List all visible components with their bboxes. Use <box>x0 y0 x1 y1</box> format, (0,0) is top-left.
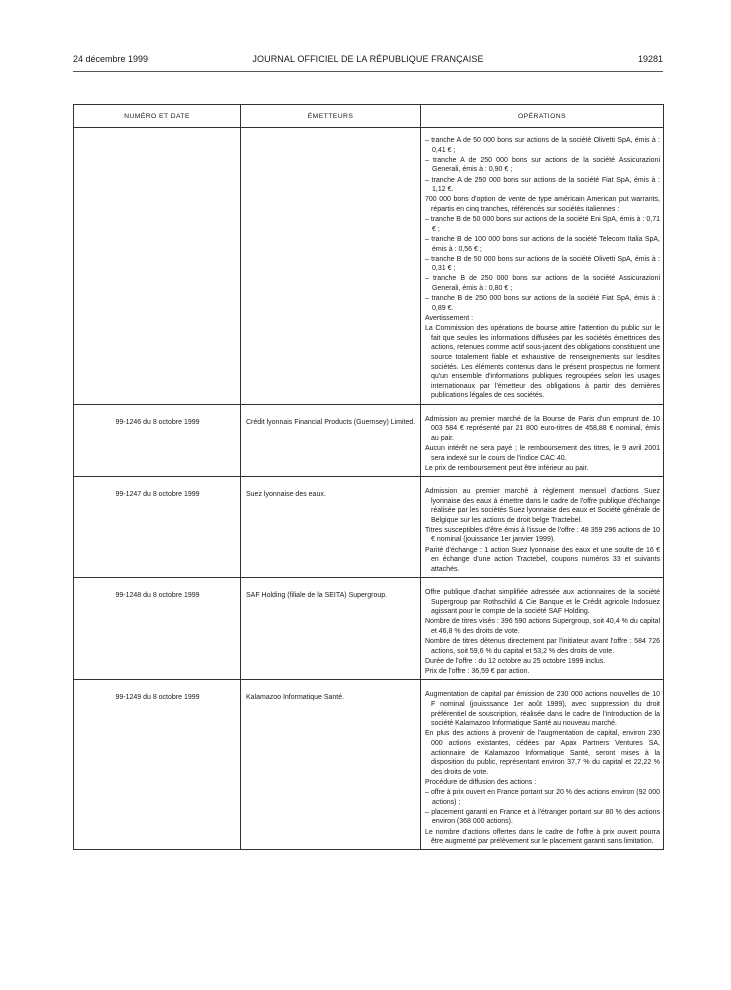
operation-paragraph: Procédure de diffusion des actions : <box>425 778 537 786</box>
operations-cell <box>421 404 664 476</box>
issuer-cell: SAF Holding (filiale de la SEITA) Supergroup. <box>241 578 421 680</box>
table-header-row <box>74 105 664 128</box>
operation-paragraph: Prix de l'offre : 36,59 € par action. <box>425 668 530 676</box>
registration-number-cell: 99-1248 du 8 octobre 1999 <box>74 578 241 680</box>
operation-paragraph: En plus des actions à provenir de l'augmentation de capital, environ 230 000 actions existantes, cédées par Apax Partners Ventures SA, actionnaire de Kalamazoo Informatique Santé, seront mises à la disposition du public, représentant environ 37,7 % du capital et 22,22 % des droits de vote. <box>425 730 660 776</box>
issuer-cell: Crédit lyonnais Financial Products (Guernsey) Limited. <box>241 404 421 476</box>
operation-paragraph: Nombre de titres visés : 396 590 actions Supergroup, soit 40,4 % du capital et 46,8 % des droits de vote. <box>425 618 660 635</box>
table-row-continuation <box>74 128 664 405</box>
operation-paragraph: Le nombre d'actions offertes dans le cadre de l'offre à prix ouvert pourra être augmenté par prélèvement sur le placement garanti sans limitation. <box>425 828 660 846</box>
operation-list-item: – tranche B de 250 000 bons sur actions de la société Fiat SpA, émis à : 0,89 €. <box>425 294 660 313</box>
operation-list-item: – tranche B de 50 000 bons sur actions de la société Eni SpA, émis à : 0,71 € ; <box>425 215 660 234</box>
operation-paragraph: 700 000 bons d'option de vente de type américain American put warrants, répartis en cinq tranches, référencés sur sociétés italiennes : <box>425 196 660 213</box>
header-rule <box>73 71 663 72</box>
operation-paragraph: Titres susceptibles d'être émis à l'issue de l'offre : 48 359 296 actions de 10 € nominal (jouissance 1er janvier 1999). <box>425 526 660 544</box>
header-page-number: 19281 <box>637 54 663 64</box>
operation-list-item: – tranche B de 250 000 bons sur actions de la société Assicurazioni Generali, émis à : 0,80 € ; <box>425 274 660 293</box>
operation-list-item: – tranche A de 50 000 bons sur actions de la société Olivetti SpA, émis à : 0,41 € ; <box>425 136 660 155</box>
column-header-issuers: ÉMETTEURS <box>241 105 421 128</box>
issuer-cell: Kalamazoo Informatique Santé. <box>241 680 421 850</box>
table-row <box>74 680 664 850</box>
registration-number-cell: 99-1249 du 8 octobre 1999 <box>74 680 241 850</box>
issuer-cell <box>241 128 421 405</box>
issuer-cell: Suez lyonnaise des eaux. <box>241 476 421 577</box>
column-header-operations: OPÉRATIONS <box>421 105 664 128</box>
number-cell <box>74 128 241 405</box>
page-header <box>73 54 663 68</box>
operations-cell <box>421 476 664 577</box>
operation-list-item: – placement garanti en France et à l'étranger portant sur 80 % des actions environ (368 000 actions). <box>425 808 660 827</box>
operation-paragraph: Le prix de remboursement peut être inférieur au pair. <box>425 464 589 472</box>
registration-number-cell: 99-1247 du 8 octobre 1999 <box>74 476 241 577</box>
operations-table <box>73 104 664 850</box>
operation-list-item: – offre à prix ouvert en France portant sur 20 % des actions environ (92 000 actions) ; <box>425 788 660 807</box>
table-row <box>74 404 664 476</box>
operation-paragraph: Parité d'échange : 1 action Suez lyonnaise des eaux et une soulte de 16 € en échange d'une action Tractebel, coupons numéros 33 et suivants attachés. <box>425 546 660 573</box>
operation-list-item: – tranche B de 50 000 bons sur actions de la société Olivetti SpA, émis à : 0,31 € ; <box>425 255 660 274</box>
operation-paragraph: Avertissement : <box>425 315 474 323</box>
table-row <box>74 476 664 577</box>
operation-list-item: – tranche A de 250 000 bons sur actions de la société Assicurazioni Generali, émis à : 0,90 € ; <box>425 156 660 175</box>
operation-paragraph: La Commission des opérations de bourse attire l'attention du public sur le fait que seules les informations diffusées par les sociétés émettrices des actions, retenues comme actif sous-jacent des obligations constituent une source totalement fiable et exhaustive de renseignements sur lesdites sociétés. Les éléments contenus dans le présent prospectus ne forment qu'un ensemble d'informations publiques regroupées selon les usages internationaux par l'émetteur des obligations à partir des dernières publications légales de ces sociétés. <box>425 325 660 400</box>
operation-paragraph: Admission au premier marché à règlement mensuel d'actions Suez lyonnaise des eaux à émettre dans le cadre de l'offre publique d'échange réalisée par les sociétés Suez lyonnaise des eaux et Société générale de Belgique sur les actions de droit belge Tractebel. <box>425 487 660 524</box>
operation-paragraph: Offre publique d'achat simplifiée adressée aux actionnaires de la société Supergroup par Rothschild & Cie Banque et le Crédit agricole Indosuez agissant pour le compte de la société SAF Holding. <box>425 589 660 616</box>
header-journal-title: JOURNAL OFFICIEL DE LA RÉPUBLIQUE FRANÇAISE <box>252 54 484 64</box>
operation-list-item: – tranche B de 100 000 bons sur actions de la société Telecom Italia SpA, émis à : 0,56 € ; <box>425 235 660 254</box>
column-header-number: NUMÉRO ET DATE <box>74 105 241 128</box>
operation-paragraph: Admission au premier marché de la Bourse de Paris d'un emprunt de 10 003 584 € représenté par 21 800 euro-titres de 458,88 € nominal, émis au pair. <box>425 415 660 442</box>
operations-cell <box>421 680 664 850</box>
operation-paragraph: Durée de l'offre : du 12 octobre au 25 octobre 1999 inclus. <box>425 657 606 665</box>
operations-cell <box>421 128 664 405</box>
operation-paragraph: Aucun intérêt ne sera payé ; le remboursement des titres, le 9 avril 2001 sera indexé sur le cours de l'indice CAC 40. <box>425 444 660 462</box>
registration-number-cell: 99-1246 du 8 octobre 1999 <box>74 404 241 476</box>
operation-paragraph: Nombre de titres détenus directement par l'initiateur avant l'offre : 584 726 actions, soit 59,6 % du capital et 53,2 % des droits de vote. <box>425 638 660 655</box>
operation-list-item: – tranche A de 250 000 bons sur actions de la société Fiat SpA, émis à : 1,12 €. <box>425 176 660 195</box>
table-row <box>74 578 664 680</box>
operations-cell <box>421 578 664 680</box>
header-date: 24 décembre 1999 <box>73 54 149 64</box>
operation-paragraph: Augmentation de capital par émission de 230 000 actions nouvelles de 10 F nominal (jouisssance 1er août 1999), avec suppression du droit préférentiel de souscription, réalisée dans le cadre de l'introduction de la société Kalamazoo Informatique Santé au nouveau marché. <box>425 691 660 728</box>
